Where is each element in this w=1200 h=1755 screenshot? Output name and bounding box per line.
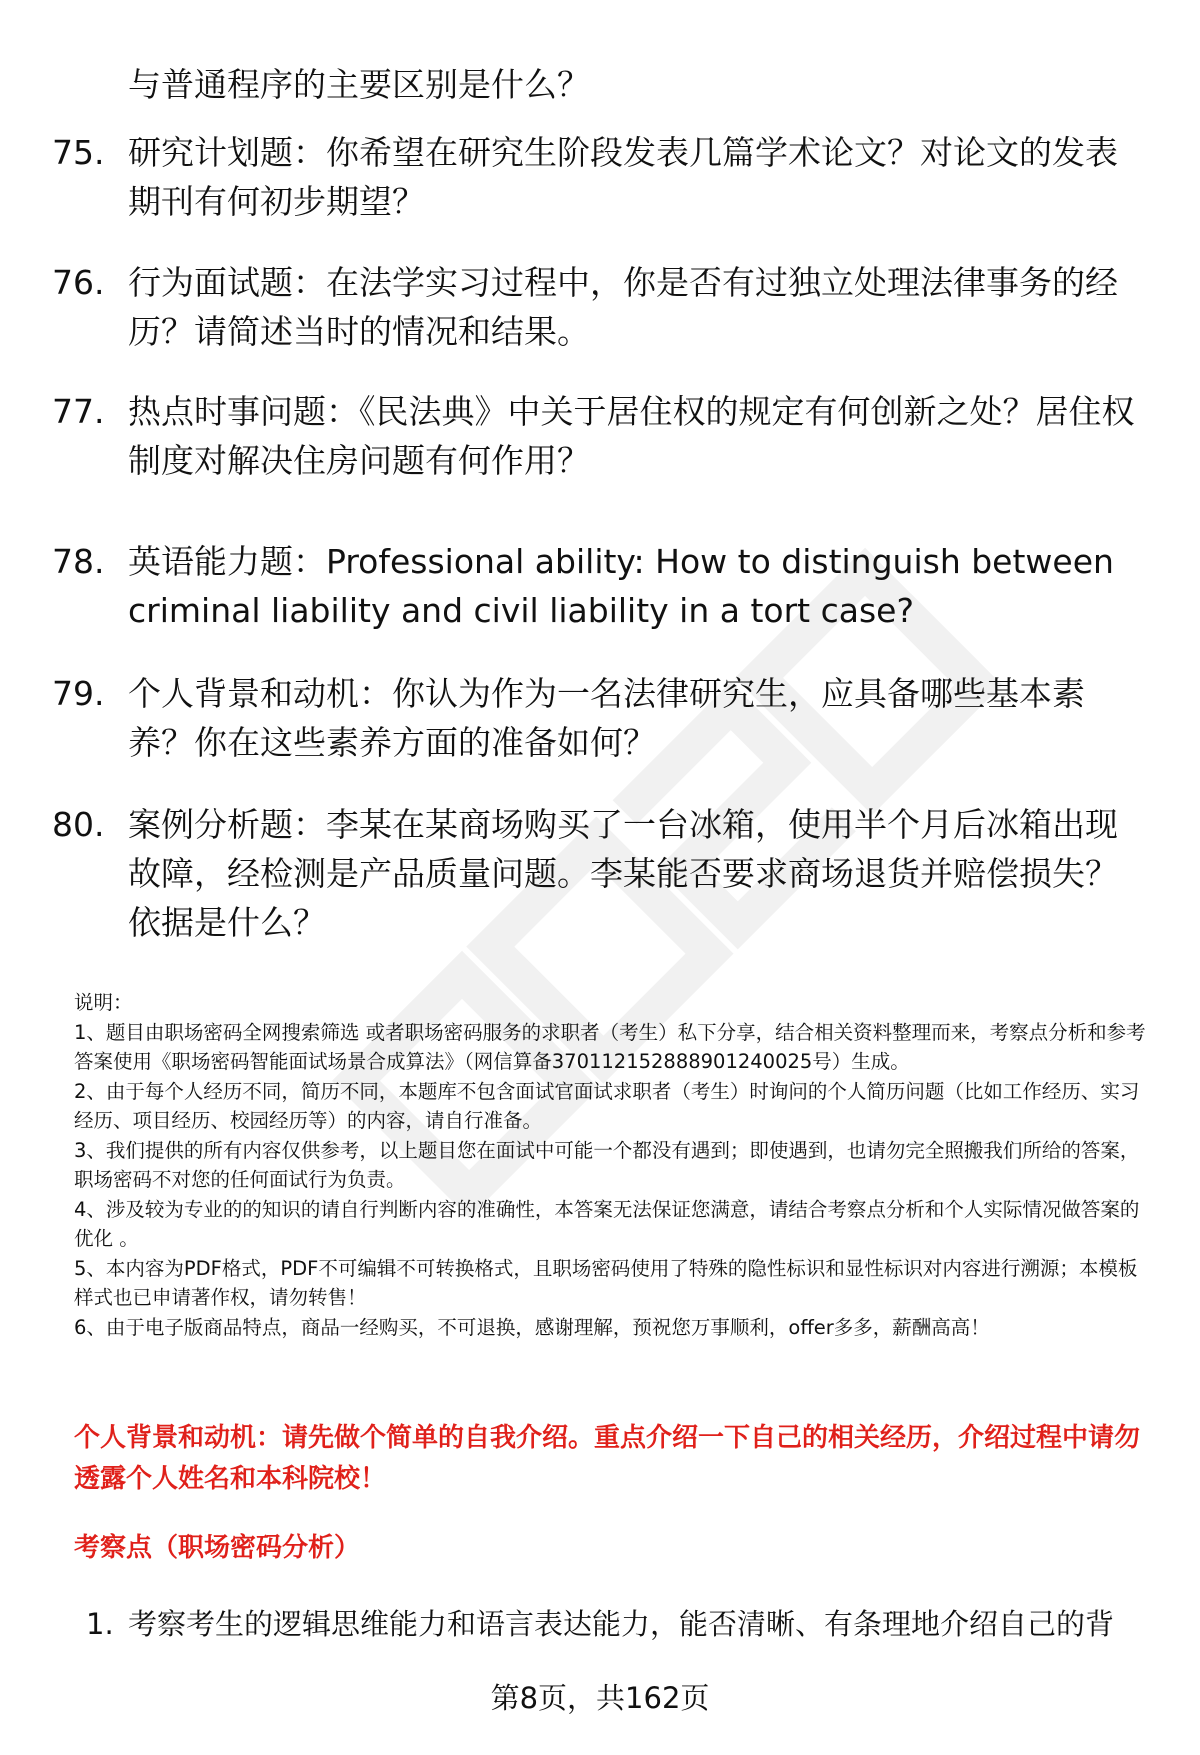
- question-continuation: 与普通程序的主要区别是什么？: [128, 65, 590, 104]
- question-item: [52, 258, 1142, 356]
- question-number: 80.: [52, 805, 105, 844]
- question-number: 75.: [52, 133, 105, 172]
- notes-title: 说明：: [74, 991, 133, 1014]
- question-text: 个人背景和动机：你认为作为一名法律研究生，应具备哪些基本素养？你在这些素养方面的准备如何？: [128, 674, 1085, 762]
- question-text: 行为面试题：在法学实习过程中，你是否有过独立处理法律事务的经历？请简述当时的情况和结果。: [128, 263, 1118, 351]
- page-footer: 第8页，共162页: [490, 1681, 710, 1715]
- question-number: 76.: [52, 263, 105, 302]
- question-item: [52, 128, 1142, 226]
- analysis-heading: 考察点（职场密码分析）: [74, 1533, 361, 1563]
- analysis-item-number: 1.: [86, 1607, 114, 1641]
- question-number: 78.: [52, 542, 105, 581]
- note-item: 2、由于每个人经历不同，简历不同，本题库不包含面试官面试求职者（考生）时询问的个人简历问题（比如工作经历、实习经历、项目经历、校园经历等）的内容，请自行准备。: [74, 1079, 1140, 1132]
- analysis-item-text: 考察考生的逻辑思维能力和语言表达能力，能否清晰、有条理地介绍自己的背: [128, 1607, 1115, 1641]
- question-item: [52, 387, 1142, 485]
- note-item: 6、由于电子版商品特点，商品一经购买，不可退换，感谢理解，预祝您万事顺利，offer多多，薪酬高高！: [74, 1315, 990, 1339]
- analysis-item: [86, 1602, 1156, 1646]
- note-item: 3、我们提供的所有内容仅供参考，以上题目您在面试中可能一个都没有遇到；即使遇到，也请勿完全照搬我们所给的答案，职场密码不对您的任何面试行为负责。: [74, 1138, 1140, 1191]
- question-text: 研究计划题：你希望在研究生阶段发表几篇学术论文？对论文的发表期刊有何初步期望？: [128, 133, 1118, 221]
- question-item: [52, 669, 1142, 767]
- question-item: [52, 800, 1142, 947]
- question-item: [52, 537, 1142, 635]
- question-number: 79.: [52, 674, 105, 713]
- question-text: 热点时事问题：《民法典》中关于居住权的规定有何创新之处？居住权制度对解决住房问题有何作用？: [128, 392, 1135, 480]
- question-text: 英语能力题：Professional ability: How to distinguish between criminal liability and civil liability in a tort case?: [128, 542, 1114, 630]
- featured-question: 个人背景和动机：请先做个简单的自我介绍。重点介绍一下自己的相关经历，介绍过程中请勿透露个人姓名和本科院校！: [74, 1423, 1141, 1494]
- note-item: 4、涉及较为专业的的知识的请自行判断内容的准确性，本答案无法保证您满意，请结合考察点分析和个人实际情况做答案的优化 。: [74, 1197, 1140, 1250]
- question-number: 77.: [52, 392, 105, 431]
- disclaimer-notes: [74, 988, 1154, 1342]
- note-item: 1、题目由职场密码全网搜索筛选 或者职场密码服务的求职者（考生）私下分享，结合相关资料整理而来，考察点分析和参考答案使用《职场密码智能面试场景合成算法》（网信算备370112152888901240025号）生成。: [74, 1020, 1146, 1073]
- question-text: 案例分析题：李某在某商场购买了一台冰箱，使用半个月后冰箱出现故障，经检测是产品质量问题。李某能否要求商场退货并赔偿损失？依据是什么？: [128, 805, 1118, 942]
- note-item: 5、本内容为PDF格式，PDF不可编辑不可转换格式，且职场密码使用了特殊的隐性标识和显性标识对内容进行溯源；本模板样式也已申请著作权，请勿转售！: [74, 1256, 1138, 1309]
